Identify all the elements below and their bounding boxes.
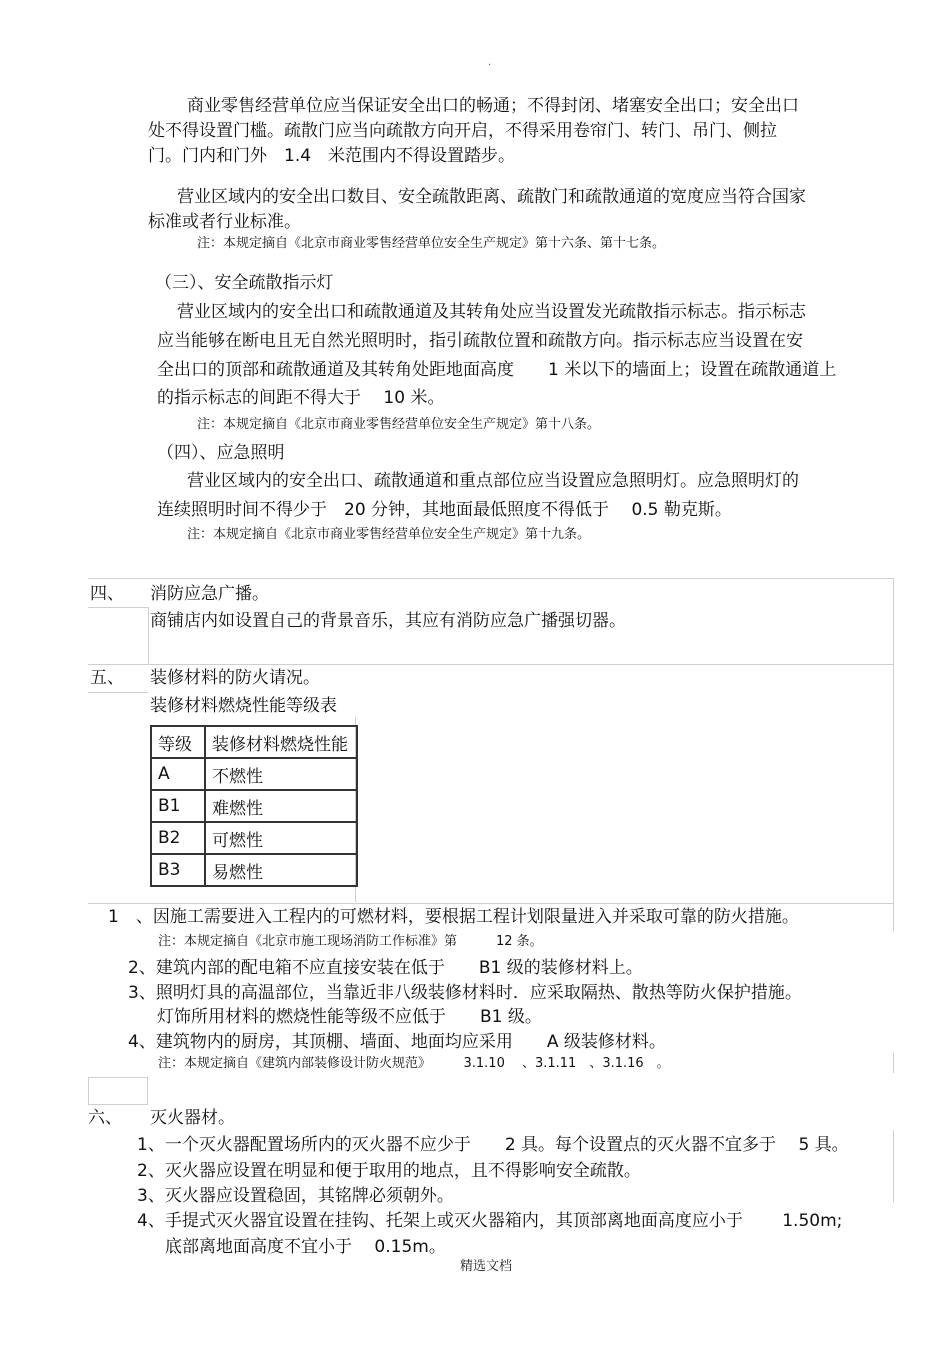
divider — [88, 692, 148, 693]
section-heading: （四）、应急照明 — [157, 443, 285, 463]
section-number: 四、 — [90, 584, 124, 604]
section-heading: （三）、安全疏散指示灯 — [155, 273, 334, 293]
fire-rating-table — [150, 725, 358, 887]
paragraph-line: 门。门内和门外 1.4 米范围内不得设置踏步。 — [148, 146, 516, 166]
list-item: 1 、因施工需要进入工程内的可燃材料，要根据工程计划限量进入并采取可靠的防火措施。 — [108, 907, 799, 927]
divider — [893, 578, 894, 903]
list-item: 灯饰所用材料的燃烧性能等级不应低于 B1 级。 — [157, 1007, 542, 1027]
paragraph-line: 连续照明时间不得少于 20 分钟，其地面最低照度不得低于 0.5 勒克斯。 — [157, 500, 732, 520]
rating-cell: 可燃性 — [205, 822, 357, 854]
table-row — [151, 790, 357, 822]
paragraph-line: 营业区域内的安全出口、疏散通道和重点部位应当设置应急照明灯。应急照明灯的 — [187, 471, 799, 491]
table-row — [151, 854, 357, 886]
divider — [148, 607, 149, 664]
list-item: 3、照明灯具的高温部位，当靠近非八级装修材料时．应采取隔热、散热等防火保护措施。 — [128, 983, 802, 1003]
divider — [893, 1130, 894, 1202]
divider — [893, 903, 894, 931]
table-header-cell: 等级 — [151, 726, 205, 758]
divider — [88, 664, 893, 665]
top-mark: · — [488, 60, 492, 71]
section-title: 消防应急广播。 — [150, 584, 269, 604]
citation-note: 注：本规定摘自《北京市施工现场消防工作标准》第 12 条。 — [158, 934, 543, 949]
grade-cell: B3 — [151, 854, 205, 886]
citation-note: 注：本规定摘自《建筑内部装修设计防火规范》 3.1.10 、3.1.11 、3.1.16 。 — [158, 1056, 670, 1071]
rating-cell: 易燃性 — [205, 854, 357, 886]
paragraph-line: 商铺店内如设置自己的背景音乐，其应有消防应急广播强切器。 — [150, 611, 626, 631]
divider — [88, 1077, 148, 1105]
list-item: 3、灭火器应设置稳固，其铭牌必须朝外。 — [137, 1186, 454, 1206]
paragraph-line: 营业区域内的安全出口和疏散通道及其转角处应当设置发光疏散指示标志。指示标志 — [177, 302, 806, 322]
table-caption: 装修材料燃烧性能等级表 — [150, 696, 337, 716]
paragraph-line: 营业区域内的安全出口数目、安全疏散距离、疏散门和疏散通道的宽度应当符合国家 — [177, 187, 806, 207]
section-title: 灭火器材。 — [150, 1108, 235, 1128]
section-title: 装修材料的防火请况。 — [150, 668, 320, 688]
section-number: 六、 — [88, 1108, 122, 1128]
page-footer: 精选文档 — [460, 1259, 513, 1274]
paragraph-line: 处不得设置门槛。疏散门应当向疏散方向开启，不得采用卷帘门、转门、吊门、侧拉 — [148, 121, 777, 141]
table-row — [151, 758, 357, 790]
rating-cell: 难燃性 — [205, 790, 357, 822]
divider — [88, 903, 893, 904]
list-item: 2、灭火器应设置在明显和便于取用的地点，且不得影响安全疏散。 — [137, 1161, 641, 1181]
grade-cell: B1 — [151, 790, 205, 822]
list-item: 底部离地面高度不宜小于 0.15m。 — [165, 1237, 446, 1257]
table-row — [151, 822, 357, 854]
paragraph-line: 标准或者行业标准。 — [148, 212, 301, 232]
grade-cell: A — [151, 758, 205, 790]
divider — [88, 578, 893, 579]
paragraph-line: 全出口的顶部和疏散通道及其转角处距地面高度 1 米以下的墙面上；设置在疏散通道上 — [157, 360, 837, 380]
list-item: 4、建筑物内的厨房，其顶棚、墙面、地面均应采用 A 级装修材料。 — [128, 1032, 666, 1052]
citation-note: 注：本规定摘自《北京市商业零售经营单位安全生产规定》第十六条、第十七条。 — [197, 236, 666, 251]
list-item: 1、一个灭火器配置场所内的灭火器不应少于 2 具。每个设置点的灭火器不宜多于 5 具。 — [137, 1135, 849, 1155]
list-item: 2、建筑内部的配电箱不应直接安装在低于 B1 级的装修材料上。 — [128, 958, 643, 978]
list-item: 4、手提式灭火器宜设置在挂钩、托架上或灭火器箱内，其顶部离地面高度应小于 1.50m; — [137, 1211, 843, 1231]
citation-note: 注：本规定摘自《北京市商业零售经营单位安全生产规定》第十九条。 — [187, 527, 591, 542]
table-header-row — [151, 726, 357, 758]
grade-cell: B2 — [151, 822, 205, 854]
divider — [88, 607, 148, 608]
table-header-cell: 装修材料燃烧性能 — [205, 726, 357, 758]
divider — [893, 1053, 894, 1073]
paragraph-line: 应当能够在断电且无自然光照明时，指引疏散位置和疏散方向。指示标志应当设置在安 — [157, 331, 803, 351]
paragraph-line: 的指示标志的间距不得大于 10 米。 — [157, 388, 445, 408]
section-number: 五、 — [90, 668, 124, 688]
paragraph-line: 商业零售经营单位应当保证安全出口的畅通；不得封闭、堵塞安全出口；安全出口 — [187, 96, 799, 116]
rating-cell: 不燃性 — [205, 758, 357, 790]
citation-note: 注：本规定摘自《北京市商业零售经营单位安全生产规定》第十八条。 — [197, 417, 601, 432]
